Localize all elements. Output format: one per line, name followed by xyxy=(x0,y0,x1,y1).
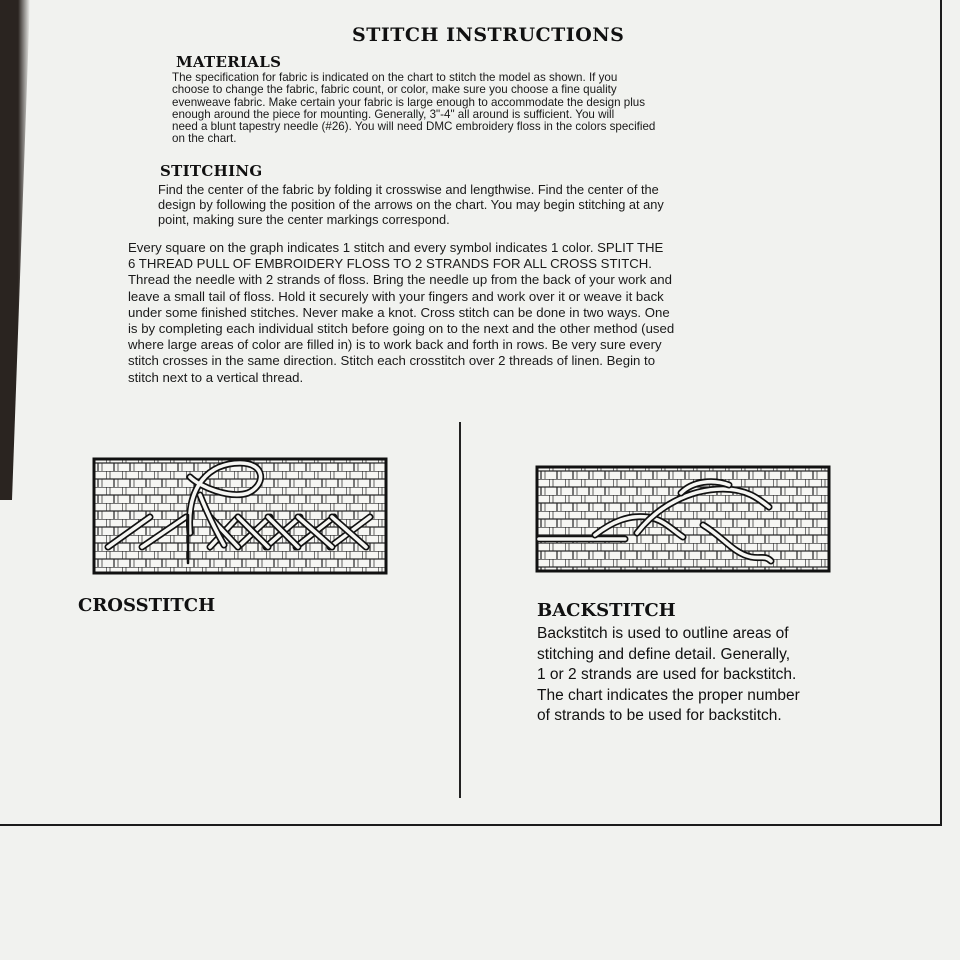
materials-line: The specification for fabric is indicated on the chart to stitch the model as shown. If you xyxy=(172,71,618,84)
stitching-line: Find the center of the fabric by folding it crosswise and lengthwise. Find the center of the xyxy=(158,182,659,197)
backstitch-line: of strands to be used for backstitch. xyxy=(537,707,782,724)
backstitch-text xyxy=(537,625,800,728)
stitching-heading: STITCHING xyxy=(160,162,263,180)
paragraph-line: stitch crosses in the same direction. Stitch each crosstitch over 2 threads of linen. Begin to xyxy=(128,353,656,369)
paragraph-line: 6 THREAD PULL OF EMBROIDERY FLOSS TO 2 STRANDS FOR ALL CROSS STITCH. xyxy=(128,256,652,272)
stitching-line: design by following the position of the arrows on the chart. You may begin stitching at any xyxy=(158,197,664,213)
materials-line: on the chart. xyxy=(172,132,237,146)
materials-line: evenweave fabric. Make certain your fabric is large enough to accommodate the design plus xyxy=(172,95,646,109)
page-title: STITCH INSTRUCTIONS xyxy=(352,24,625,46)
paragraph-line: stitch next to a vertical thread. xyxy=(128,369,304,385)
paragraph-line: Every square on the graph indicates 1 stitch and every symbol indicates 1 color. SPLIT THE xyxy=(128,240,664,255)
stitching-paragraph xyxy=(128,241,674,387)
paragraph-line: under some finished stitches. Never make a knot. Cross stitch can be done in two ways. One xyxy=(128,304,670,320)
paragraph-line: leave a small tail of floss. Hold it securely with your fingers and work over it or weave it back xyxy=(128,288,664,304)
column-divider xyxy=(459,422,461,798)
paragraph-line: is by completing each individual stitch before going on to the next and the other method (used xyxy=(128,320,675,336)
materials-line: enough around the piece for mounting. Generally, 3"-4" all around is sufficient. You will xyxy=(172,107,615,121)
materials-line: need a blunt tapestry needle (#26). You will need DMC embroidery floss in the colors specified xyxy=(172,120,656,134)
stitching-text xyxy=(158,184,664,230)
backstitch-line: 1 or 2 strands are used for backstitch. xyxy=(537,666,797,683)
backstitch-line: Backstitch is used to outline areas of xyxy=(537,625,789,642)
backstitch-line: stitching and define detail. Generally, xyxy=(537,645,791,663)
paragraph-line: where large areas of color are filled in) is to work back and forth in rows. Be very sure every xyxy=(128,337,662,353)
materials-line: choose to change the fabric, fabric count, or color, make sure you choose a fine quality xyxy=(172,83,617,97)
stitching-line: point, making sure the center markings correspond. xyxy=(158,212,450,228)
crosstitch-label: CROSSTITCH xyxy=(78,595,216,616)
backstitch-diagram xyxy=(533,463,833,575)
crosstitch-diagram xyxy=(90,455,390,577)
paragraph-line: Thread the needle with 2 strands of floss. Bring the needle up from the back of your work and xyxy=(128,272,672,288)
backstitch-line: The chart indicates the proper number xyxy=(537,686,800,704)
materials-heading: MATERIALS xyxy=(176,53,282,71)
materials-text xyxy=(172,72,655,146)
backstitch-label: BACKSTITCH xyxy=(537,600,676,621)
